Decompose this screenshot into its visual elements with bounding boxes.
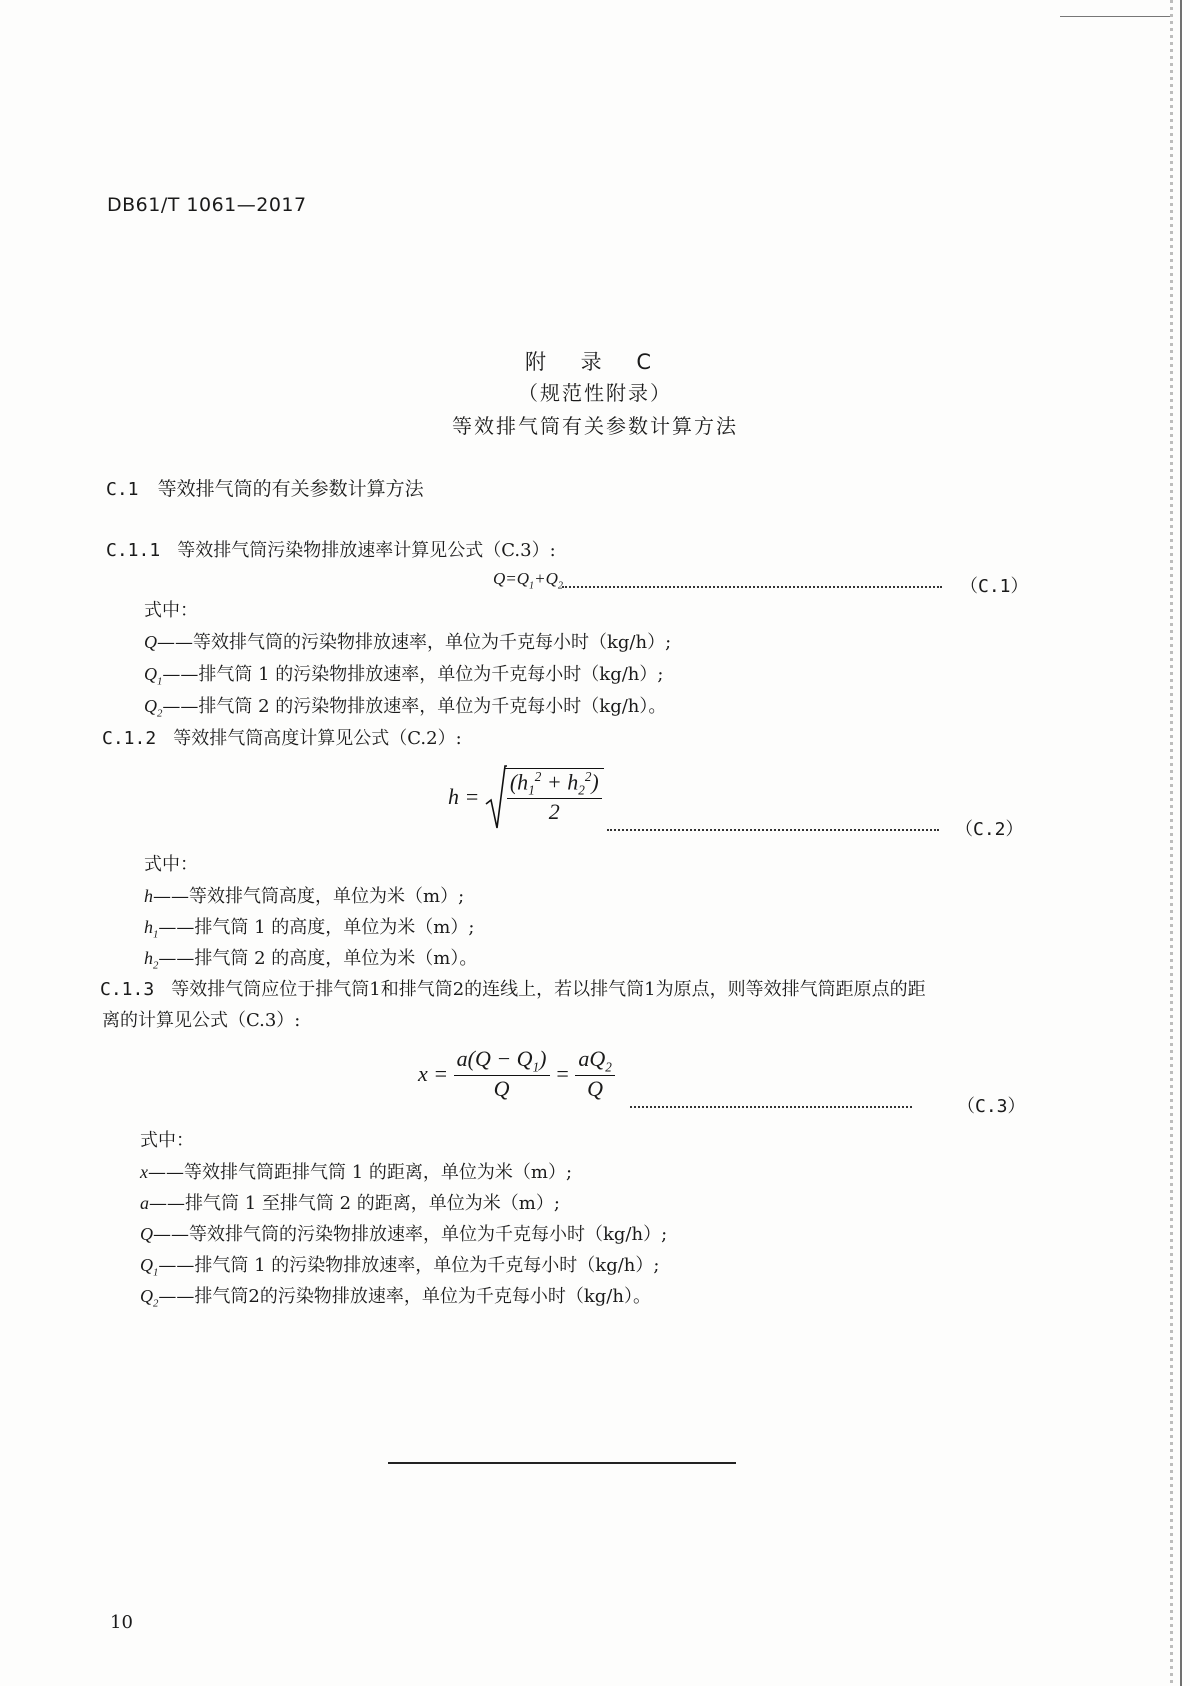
clause-c13 xyxy=(100,975,926,1001)
fraction: $\frac{(h_1^2 + h_2^2)}{2}$ xyxy=(505,768,604,825)
where-label: 式中： xyxy=(144,854,198,875)
sqrt-sign xyxy=(485,764,507,830)
equation-number: （C.3） xyxy=(957,1096,1026,1117)
clause-number: C.1.1 xyxy=(106,540,161,561)
clause-number: C.1.2 xyxy=(102,728,157,749)
fraction: $\frac{a(Q - Q_1)}{Q}$ xyxy=(454,1046,550,1102)
leader-dots xyxy=(562,586,942,588)
appendix-title: 附 录 C xyxy=(524,350,665,374)
scan-edge-top xyxy=(1060,16,1170,17)
definition-item: $Q_2——$排气筒2的污染物排放速率，单位为千克每小时（kg/h）。 xyxy=(140,1286,651,1310)
definition-item: $Q_1——$排气筒 1 的污染物排放速率，单位为千克每小时（kg/h）; xyxy=(140,1255,660,1279)
clause-text-cont: 离的计算见公式（C.3）: xyxy=(102,1010,301,1031)
definition-item: $h_1——$排气筒 1 的高度，单位为米（m）; xyxy=(144,917,475,941)
definition-item: x——等效排气筒距排气筒 1 的距离，单位为米（m）; xyxy=(140,1162,573,1183)
formula-lhs: h = xyxy=(448,784,480,809)
definition-item: $Q_2——$排气筒 2 的污染物排放速率，单位为千克每小时（kg/h）。 xyxy=(144,696,667,720)
leader-dots xyxy=(630,1106,912,1108)
scan-edge-right xyxy=(1170,0,1173,1686)
clause-text: 等效排气筒应位于排气筒1和排气筒2的连线上，若以排气筒1为原点，则等效排气筒距原点的距 xyxy=(171,979,926,1000)
standard-number: DB61/T 1061—2017 xyxy=(107,194,307,216)
definition-item: $Q_1——$排气筒 1 的污染物排放速率，单位为千克每小时（kg/h）; xyxy=(144,664,664,688)
equation-number: （C.1） xyxy=(960,576,1029,597)
where-label: 式中： xyxy=(140,1130,194,1151)
formula-c1: $Q=Q_1+Q_2$ xyxy=(493,569,563,592)
section-number: C.1 xyxy=(106,479,139,500)
clause-text: 等效排气筒高度计算见公式（C.2）: xyxy=(173,728,462,749)
end-rule xyxy=(388,1462,736,1464)
definition-item: Q——等效排气筒的污染物排放速率，单位为千克每小时（kg/h）; xyxy=(140,1224,668,1245)
scan-edge-right-dark xyxy=(1180,0,1182,1686)
appendix-kind: （规范性附录） xyxy=(518,381,672,405)
definition-item: Q——等效排气筒的污染物排放速率，单位为千克每小时（kg/h）; xyxy=(144,632,672,653)
section-c1 xyxy=(106,474,424,501)
equation-number: （C.2） xyxy=(955,819,1024,840)
formula-c2 xyxy=(448,764,604,830)
page-number: 10 xyxy=(110,1612,133,1633)
where-label: 式中： xyxy=(144,600,198,621)
definition-item: a——排气筒 1 至排气筒 2 的距离，单位为米（m）; xyxy=(140,1193,560,1214)
section-title: 等效排气筒的有关参数计算方法 xyxy=(157,478,424,500)
clause-c11 xyxy=(106,536,556,562)
clause-text: 等效排气筒污染物排放速率计算见公式（C.3）: xyxy=(177,540,556,561)
leader-dots xyxy=(607,829,939,831)
clause-c12 xyxy=(102,724,462,750)
formula-c3: x = $\frac{a(Q - Q_1)}{Q}$ = $\frac{aQ_2}{Q}$ xyxy=(418,1046,615,1102)
definition-item: h——等效排气筒高度，单位为米（m）; xyxy=(144,886,465,907)
definition-item: $h_2——$排气筒 2 的高度，单位为米（m）。 xyxy=(144,948,478,972)
fraction: $\frac{aQ_2}{Q}$ xyxy=(575,1046,614,1102)
clause-number: C.1.3 xyxy=(100,979,155,1000)
appendix-name: 等效排气筒有关参数计算方法 xyxy=(452,414,738,438)
